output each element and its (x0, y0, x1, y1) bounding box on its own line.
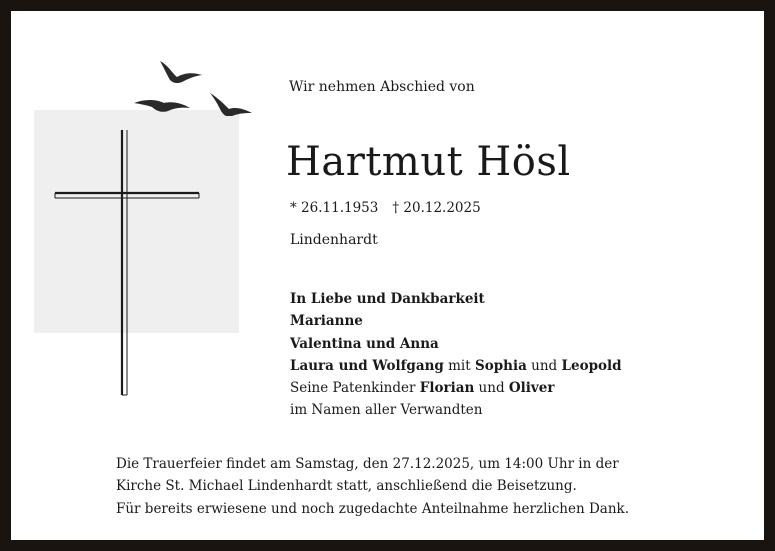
connector-text: mit (443, 357, 475, 374)
life-dates (290, 200, 495, 216)
intro-text: Wir nehmen Abschied von (289, 79, 475, 95)
mourner-children: Valentina und Anna (290, 335, 439, 352)
cross-icon (51, 126, 211, 401)
mourners-list (290, 288, 622, 422)
birds-icon (130, 51, 255, 116)
connector-text: und (526, 357, 562, 374)
funeral-notice-line: Kirche St. Michael Lindenhardt statt, anschließend die Beisetzung. (116, 478, 577, 495)
mourner-spouse: Marianne (290, 313, 363, 330)
place-of-residence: Lindenhardt (290, 232, 378, 248)
funeral-notice-line: Für bereits erwiesene und noch zugedachte Anteilnahme herzlichen Dank. (116, 500, 629, 517)
mourners-relatives: im Namen aller Verwandten (290, 402, 483, 419)
mourner-name: Oliver (508, 380, 555, 397)
birth-date: * 26.11.1953 (290, 200, 379, 216)
deceased-name: Hartmut Hösl (286, 139, 571, 185)
mourner-name: Sophia (474, 357, 527, 374)
mourner-name: Laura und Wolfgang (290, 357, 444, 374)
mourner-godchildren-line (290, 377, 622, 399)
connector-text: Seine Patenkinder (290, 380, 420, 397)
funeral-notice (116, 453, 629, 520)
mourner-name: Florian (419, 380, 475, 397)
funeral-notice-line: Die Trauerfeier findet am Samstag, den 27.12.2025, um 14:00 Uhr in der (116, 456, 619, 472)
mourner-family-line (290, 355, 622, 377)
mourner-name: Leopold (561, 357, 622, 374)
obituary-card (11, 11, 764, 540)
mourners-dedication: In Liebe und Dankbarkeit (290, 291, 485, 307)
connector-text: und (474, 380, 509, 397)
death-date: † 20.12.2025 (392, 200, 481, 216)
